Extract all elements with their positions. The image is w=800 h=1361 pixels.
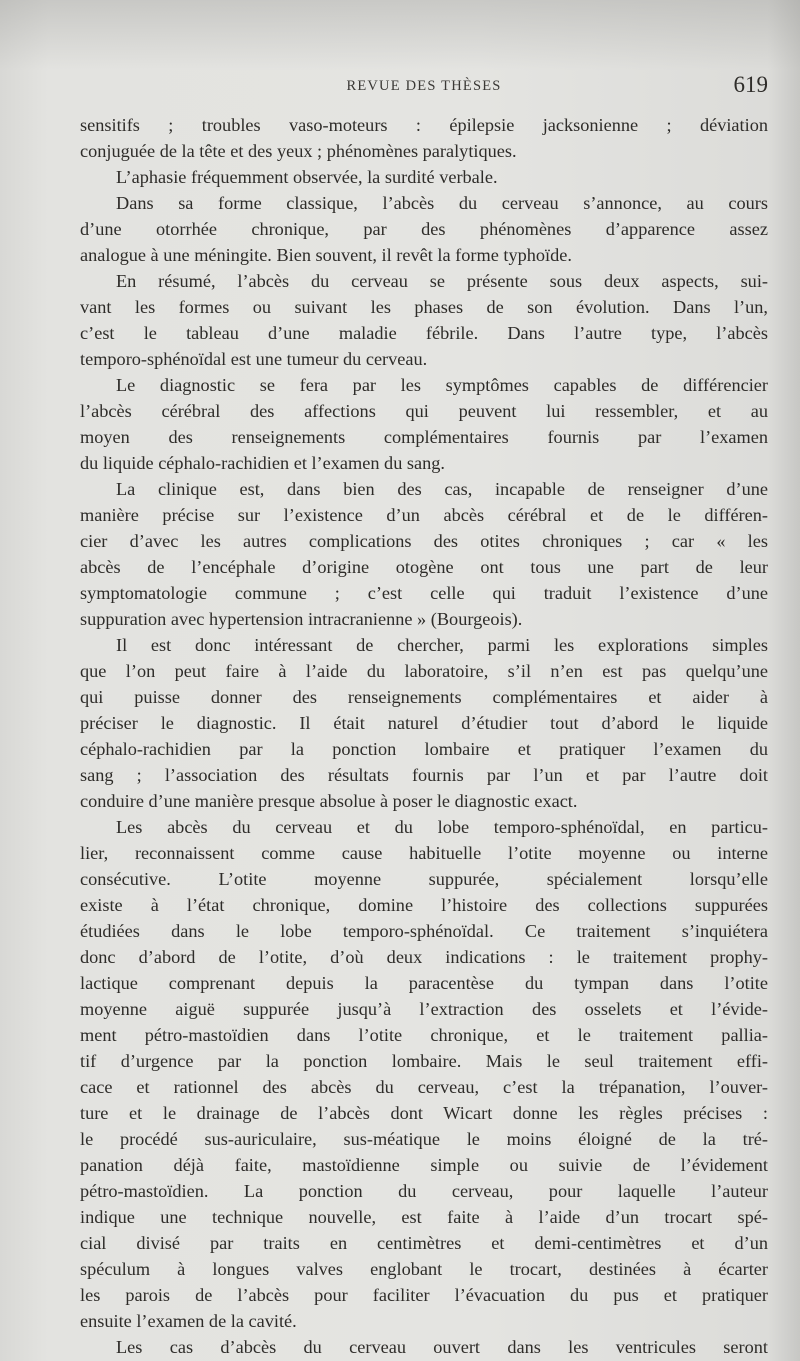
- text-line: tif d’urgence par la ponction lombaire. Mais le seul traitement effi-: [80, 1051, 768, 1071]
- text-line: cial divisé par traits en centimètres et demi-centimètres et d’un: [80, 1233, 768, 1253]
- text-line: les parois de l’abcès pour faciliter l’évacuation du pus et pratiquer: [80, 1285, 768, 1305]
- text-line: sensitifs ; troubles vaso-moteurs : épilepsie jacksonienne ; déviation: [80, 115, 768, 135]
- text-line: La clinique est, dans bien des cas, incapable de renseigner d’une: [116, 479, 768, 499]
- body-text: [80, 112, 768, 1360]
- text-line: du liquide céphalo-rachidien et l’examen du sang.: [80, 453, 445, 473]
- text-line: étudiées dans le lobe temporo-sphénoïdal. Ce traitement s’inquiétera: [80, 921, 768, 941]
- text-line: d’une otorrhée chronique, par des phénomènes d’apparence assez: [80, 219, 768, 239]
- text-line: existe à l’état chronique, domine l’histoire des collections suppurées: [80, 895, 768, 915]
- text-line: Le diagnostic se fera par les symptômes capables de différencier: [116, 375, 768, 395]
- text-line: symptomatologie commune ; c’est celle qui traduit l’existence d’une: [80, 583, 768, 603]
- text-line: consécutive. L’otite moyenne suppurée, spécialement lorsqu’elle: [80, 869, 768, 889]
- page-header: [80, 72, 768, 102]
- text-line: c’est le tableau d’une maladie fébrile. Dans l’autre type, l’abcès: [80, 323, 768, 343]
- text-line: vant les formes ou suivant les phases de son évolution. Dans l’un,: [80, 297, 768, 317]
- text-line: En résumé, l’abcès du cerveau se présente sous deux aspects, sui-: [116, 271, 768, 291]
- text-line: conjuguée de la tête et des yeux ; phénomènes paralytiques.: [80, 141, 517, 161]
- text-line: Il est donc intéressant de chercher, parmi les explorations simples: [116, 635, 768, 655]
- running-title: REVUE DES THÈSES: [346, 78, 502, 94]
- text-line: suppuration avec hypertension intracranienne » (Bourgeois).: [80, 609, 523, 629]
- text-line: qui puisse donner des renseignements complémentaires et aider à: [80, 687, 768, 707]
- text-line: analogue à une méningite. Bien souvent, il revêt la forme typhoïde.: [80, 245, 572, 265]
- text-line: L’aphasie fréquemment observée, la surdité verbale.: [116, 167, 498, 187]
- text-line: que l’on peut faire à l’aide du laboratoire, s’il n’en est pas quelqu’une: [80, 661, 768, 681]
- page-number: 619: [733, 72, 768, 97]
- text-line: céphalo-rachidien par la ponction lombaire et pratiquer l’examen du: [80, 739, 768, 759]
- text-line: l’abcès cérébral des affections qui peuvent lui ressembler, et au: [80, 401, 768, 421]
- text-line: spéculum à longues valves englobant le trocart, destinées à écarter: [80, 1259, 768, 1279]
- text-line: le procédé sus-auriculaire, sus-méatique le moins éloigné de la tré-: [80, 1129, 768, 1149]
- text-line: moyen des renseignements complémentaires fournis par l’examen: [80, 427, 768, 447]
- text-line: Les cas d’abcès du cerveau ouvert dans les ventricules seront: [116, 1337, 768, 1357]
- text-line: indique une technique nouvelle, est faite à l’aide d’un trocart spé-: [80, 1207, 768, 1227]
- text-line: Les abcès du cerveau et du lobe temporo-sphénoïdal, en particu-: [116, 817, 768, 837]
- text-line: temporo-sphénoïdal est une tumeur du cerveau.: [80, 349, 428, 369]
- text-line: ture et le drainage de l’abcès dont Wicart donne les règles précises :: [80, 1103, 768, 1123]
- text-line: moyenne aiguë suppurée jusqu’à l’extraction des osselets et l’évide-: [80, 999, 768, 1019]
- text-line: panation déjà faite, mastoïdienne simple ou suivie de l’évidement: [80, 1155, 768, 1175]
- text-line: cier d’avec les autres complications des otites chroniques ; car « les: [80, 531, 768, 551]
- text-line: donc d’abord de l’otite, d’où deux indications : le traitement prophy-: [80, 947, 768, 967]
- text-line: manière précise sur l’existence d’un abcès cérébral et de le différen-: [80, 505, 768, 525]
- text-line: pétro-mastoïdien. La ponction du cerveau, pour laquelle l’auteur: [80, 1181, 768, 1201]
- text-line: ensuite l’examen de la cavité.: [80, 1311, 297, 1331]
- text-line: sang ; l’association des résultats fournis par l’un et par l’autre doit: [80, 765, 768, 785]
- text-line: lier, reconnaissent comme cause habituelle l’otite moyenne ou interne: [80, 843, 768, 863]
- text-line: conduire d’une manière presque absolue à poser le diagnostic exact.: [80, 791, 578, 811]
- text-line: cace et rationnel des abcès du cerveau, c’est la trépanation, l’ouver-: [80, 1077, 768, 1097]
- text-line: lactique comprenant depuis la paracentèse du tympan dans l’otite: [80, 973, 768, 993]
- text-line: abcès de l’encéphale d’origine otogène ont tous une part de leur: [80, 557, 768, 577]
- text-line: Dans sa forme classique, l’abcès du cerveau s’annonce, au cours: [116, 193, 768, 213]
- text-line: préciser le diagnostic. Il était naturel d’étudier tout d’abord le liquide: [80, 713, 768, 733]
- text-line: ment pétro-mastoïdien dans l’otite chronique, et le traitement pallia-: [80, 1025, 768, 1045]
